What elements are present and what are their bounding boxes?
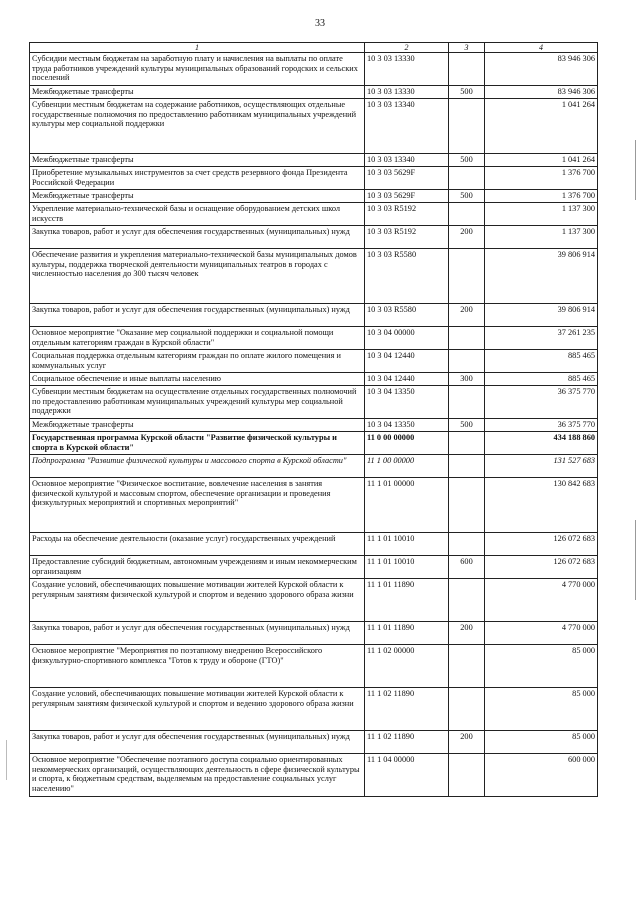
row-amount: 130 842 683 [485, 478, 598, 533]
row-amount: 85 000 [485, 688, 598, 731]
row-name: Межбюджетные трансферты [30, 154, 365, 167]
row-code: 11 1 04 00000 [365, 754, 449, 797]
row-type: 200 [449, 731, 485, 754]
row-code: 11 1 01 11890 [365, 579, 449, 622]
row-type [449, 533, 485, 556]
row-name: Основное мероприятие "Обеспечение поэтапного доступа социально ориентированных некоммерческих организаций, осуществляющих деятельность в сфере физической культуры и спорта, к бюджетным средствам, выделяемым на предоставление социальных услуг населению" [30, 754, 365, 797]
row-type: 200 [449, 622, 485, 645]
row-name: Основное мероприятие "Физическое воспитание, вовлечение населения в занятия физической культурой и массовым спортом, обеспечение организации и проведения физкультурных мероприятий и спортивных мероприятий" [30, 478, 365, 533]
budget-table [29, 42, 598, 797]
table-row [30, 167, 598, 190]
row-type: 200 [449, 226, 485, 249]
row-amount: 126 072 683 [485, 533, 598, 556]
row-type [449, 203, 485, 226]
row-type: 500 [449, 86, 485, 99]
row-code: 11 1 00 00000 [365, 455, 449, 478]
row-type [449, 478, 485, 533]
table-row [30, 754, 598, 797]
row-type: 500 [449, 190, 485, 203]
row-name: Предоставление субсидий бюджетным, автономным учреждениям и иным некоммерческим организациям [30, 556, 365, 579]
table-row [30, 478, 598, 533]
row-amount: 39 806 914 [485, 304, 598, 327]
row-code: 10 3 03 5629F [365, 167, 449, 190]
row-name: Социальная поддержка отдельным категориям граждан по оплате жилого помещения и коммунальных услуг [30, 350, 365, 373]
table-row [30, 579, 598, 622]
table-row [30, 249, 598, 304]
header-col-2: 2 [365, 43, 449, 53]
row-code: 11 1 01 10010 [365, 556, 449, 579]
row-name: Создание условий, обеспечивающих повышение мотивации жителей Курской области к регулярным занятиям физической культурой и спортом и ведению здорового образа жизни [30, 688, 365, 731]
row-code: 10 3 03 13340 [365, 154, 449, 167]
row-amount: 434 188 860 [485, 432, 598, 455]
table-row [30, 432, 598, 455]
row-code: 10 3 04 12440 [365, 373, 449, 386]
row-amount: 36 375 770 [485, 419, 598, 432]
table-row [30, 455, 598, 478]
row-type [449, 645, 485, 688]
row-type: 300 [449, 373, 485, 386]
table-row [30, 533, 598, 556]
row-amount: 1 041 264 [485, 99, 598, 154]
row-amount: 85 000 [485, 645, 598, 688]
row-name: Обеспечение развития и укрепления материально-технической базы муниципальных домов культуры, поддержка творческой деятельности муниципальных театров в городах с численностью населения до 300 тысяч человек [30, 249, 365, 304]
row-name: Межбюджетные трансферты [30, 419, 365, 432]
scan-edge-mark [635, 520, 636, 600]
row-name: Закупка товаров, работ и услуг для обеспечения государственных (муниципальных) нужд [30, 731, 365, 754]
table-row [30, 350, 598, 373]
row-amount: 1 137 300 [485, 226, 598, 249]
table-row [30, 688, 598, 731]
row-amount: 1 041 264 [485, 154, 598, 167]
row-amount: 36 375 770 [485, 386, 598, 419]
row-name: Расходы на обеспечение деятельности (оказание услуг) государственных учреждений [30, 533, 365, 556]
row-code: 11 1 01 11890 [365, 622, 449, 645]
row-name: Субвенции местным бюджетам на осуществление отдельных государственных полномочий по предоставлению работникам муниципальных учреждений культуры мер социальной поддержки [30, 386, 365, 419]
table-row [30, 622, 598, 645]
row-type [449, 688, 485, 731]
row-code: 10 3 03 13340 [365, 99, 449, 154]
scan-edge-mark [635, 140, 636, 200]
row-type [449, 350, 485, 373]
row-code: 10 3 03 R5580 [365, 304, 449, 327]
row-amount: 37 261 235 [485, 327, 598, 350]
row-type [449, 579, 485, 622]
table-row [30, 190, 598, 203]
row-type: 600 [449, 556, 485, 579]
row-code: 10 3 03 R5580 [365, 249, 449, 304]
header-col-4: 4 [485, 43, 598, 53]
row-type [449, 432, 485, 455]
table-row [30, 419, 598, 432]
row-code: 10 3 04 13350 [365, 419, 449, 432]
header-row [30, 43, 598, 53]
row-type [449, 754, 485, 797]
row-amount: 83 946 306 [485, 86, 598, 99]
row-code: 11 0 00 00000 [365, 432, 449, 455]
row-code: 10 3 04 13350 [365, 386, 449, 419]
scan-edge-mark [6, 740, 7, 780]
row-code: 10 3 04 00000 [365, 327, 449, 350]
row-code: 10 3 03 13330 [365, 86, 449, 99]
row-code: 10 3 03 13330 [365, 53, 449, 86]
row-amount: 85 000 [485, 731, 598, 754]
table-row [30, 99, 598, 154]
row-code: 10 3 03 R5192 [365, 203, 449, 226]
row-amount: 1 376 700 [485, 167, 598, 190]
row-name: Закупка товаров, работ и услуг для обеспечения государственных (муниципальных) нужд [30, 622, 365, 645]
table-row [30, 327, 598, 350]
row-code: 11 1 02 11890 [365, 731, 449, 754]
row-amount: 4 770 000 [485, 622, 598, 645]
row-type [449, 249, 485, 304]
table-row [30, 203, 598, 226]
row-type: 500 [449, 154, 485, 167]
table-row [30, 304, 598, 327]
row-name: Субсидии местным бюджетам на заработную плату и начисления на выплаты по оплате труда работников учреждений культуры муниципальных образований городских и сельских поселений [30, 53, 365, 86]
table-body [30, 53, 598, 797]
table-row [30, 53, 598, 86]
row-amount: 885 465 [485, 350, 598, 373]
row-amount: 600 000 [485, 754, 598, 797]
row-code: 10 3 03 5629F [365, 190, 449, 203]
row-amount: 39 806 914 [485, 249, 598, 304]
row-name: Приобретение музыкальных инструментов за счет средств резервного фонда Президента Российской Федерации [30, 167, 365, 190]
table-row [30, 154, 598, 167]
row-name: Основное мероприятие "Мероприятия по поэтапному внедрению Всероссийского физкультурно-спортивного комплекса "Готов к труду и обороне (ГТО)" [30, 645, 365, 688]
row-code: 10 3 03 R5192 [365, 226, 449, 249]
row-type [449, 99, 485, 154]
row-code: 11 1 02 11890 [365, 688, 449, 731]
row-type: 500 [449, 419, 485, 432]
row-code: 10 3 04 12440 [365, 350, 449, 373]
row-type [449, 327, 485, 350]
header-col-1: 1 [30, 43, 365, 53]
row-type [449, 386, 485, 419]
row-code: 11 1 01 10010 [365, 533, 449, 556]
table-row [30, 373, 598, 386]
table-row [30, 556, 598, 579]
row-name: Подпрограмма "Развитие физической культуры и массового спорта в Курской области" [30, 455, 365, 478]
row-amount: 1 137 300 [485, 203, 598, 226]
table-row [30, 645, 598, 688]
row-amount: 1 376 700 [485, 190, 598, 203]
header-col-3: 3 [449, 43, 485, 53]
table-row [30, 386, 598, 419]
row-name: Межбюджетные трансферты [30, 190, 365, 203]
table-row [30, 731, 598, 754]
row-name: Субвенции местным бюджетам на содержание работников, осуществляющих отдельные государственные полномочия по предоставлению работникам муниципальных учреждений культуры мер социальной поддержки [30, 99, 365, 154]
table-row [30, 86, 598, 99]
row-type [449, 455, 485, 478]
row-name: Укрепление материально-технической базы и оснащение оборудованием детских школ искусств [30, 203, 365, 226]
row-name: Государственная программа Курской области "Развитие физической культуры и спорта в Курской области" [30, 432, 365, 455]
row-amount: 126 072 683 [485, 556, 598, 579]
row-code: 11 1 01 00000 [365, 478, 449, 533]
row-type [449, 167, 485, 190]
row-name: Создание условий, обеспечивающих повышение мотивации жителей Курской области к регулярным занятиям физической культурой и спортом и ведению здорового образа жизни [30, 579, 365, 622]
row-amount: 885 465 [485, 373, 598, 386]
row-type [449, 53, 485, 86]
row-name: Закупка товаров, работ и услуг для обеспечения государственных (муниципальных) нужд [30, 226, 365, 249]
row-name: Межбюджетные трансферты [30, 86, 365, 99]
row-amount: 4 770 000 [485, 579, 598, 622]
row-name: Социальное обеспечение и иные выплаты населению [30, 373, 365, 386]
table-row [30, 226, 598, 249]
row-amount: 131 527 683 [485, 455, 598, 478]
row-code: 11 1 02 00000 [365, 645, 449, 688]
row-type: 200 [449, 304, 485, 327]
page-number: 33 [315, 18, 325, 29]
row-name: Закупка товаров, работ и услуг для обеспечения государственных (муниципальных) нужд [30, 304, 365, 327]
row-amount: 83 946 306 [485, 53, 598, 86]
row-name: Основное мероприятие "Оказание мер социальной поддержки и социальной помощи отдельным категориям граждан в Курской области" [30, 327, 365, 350]
